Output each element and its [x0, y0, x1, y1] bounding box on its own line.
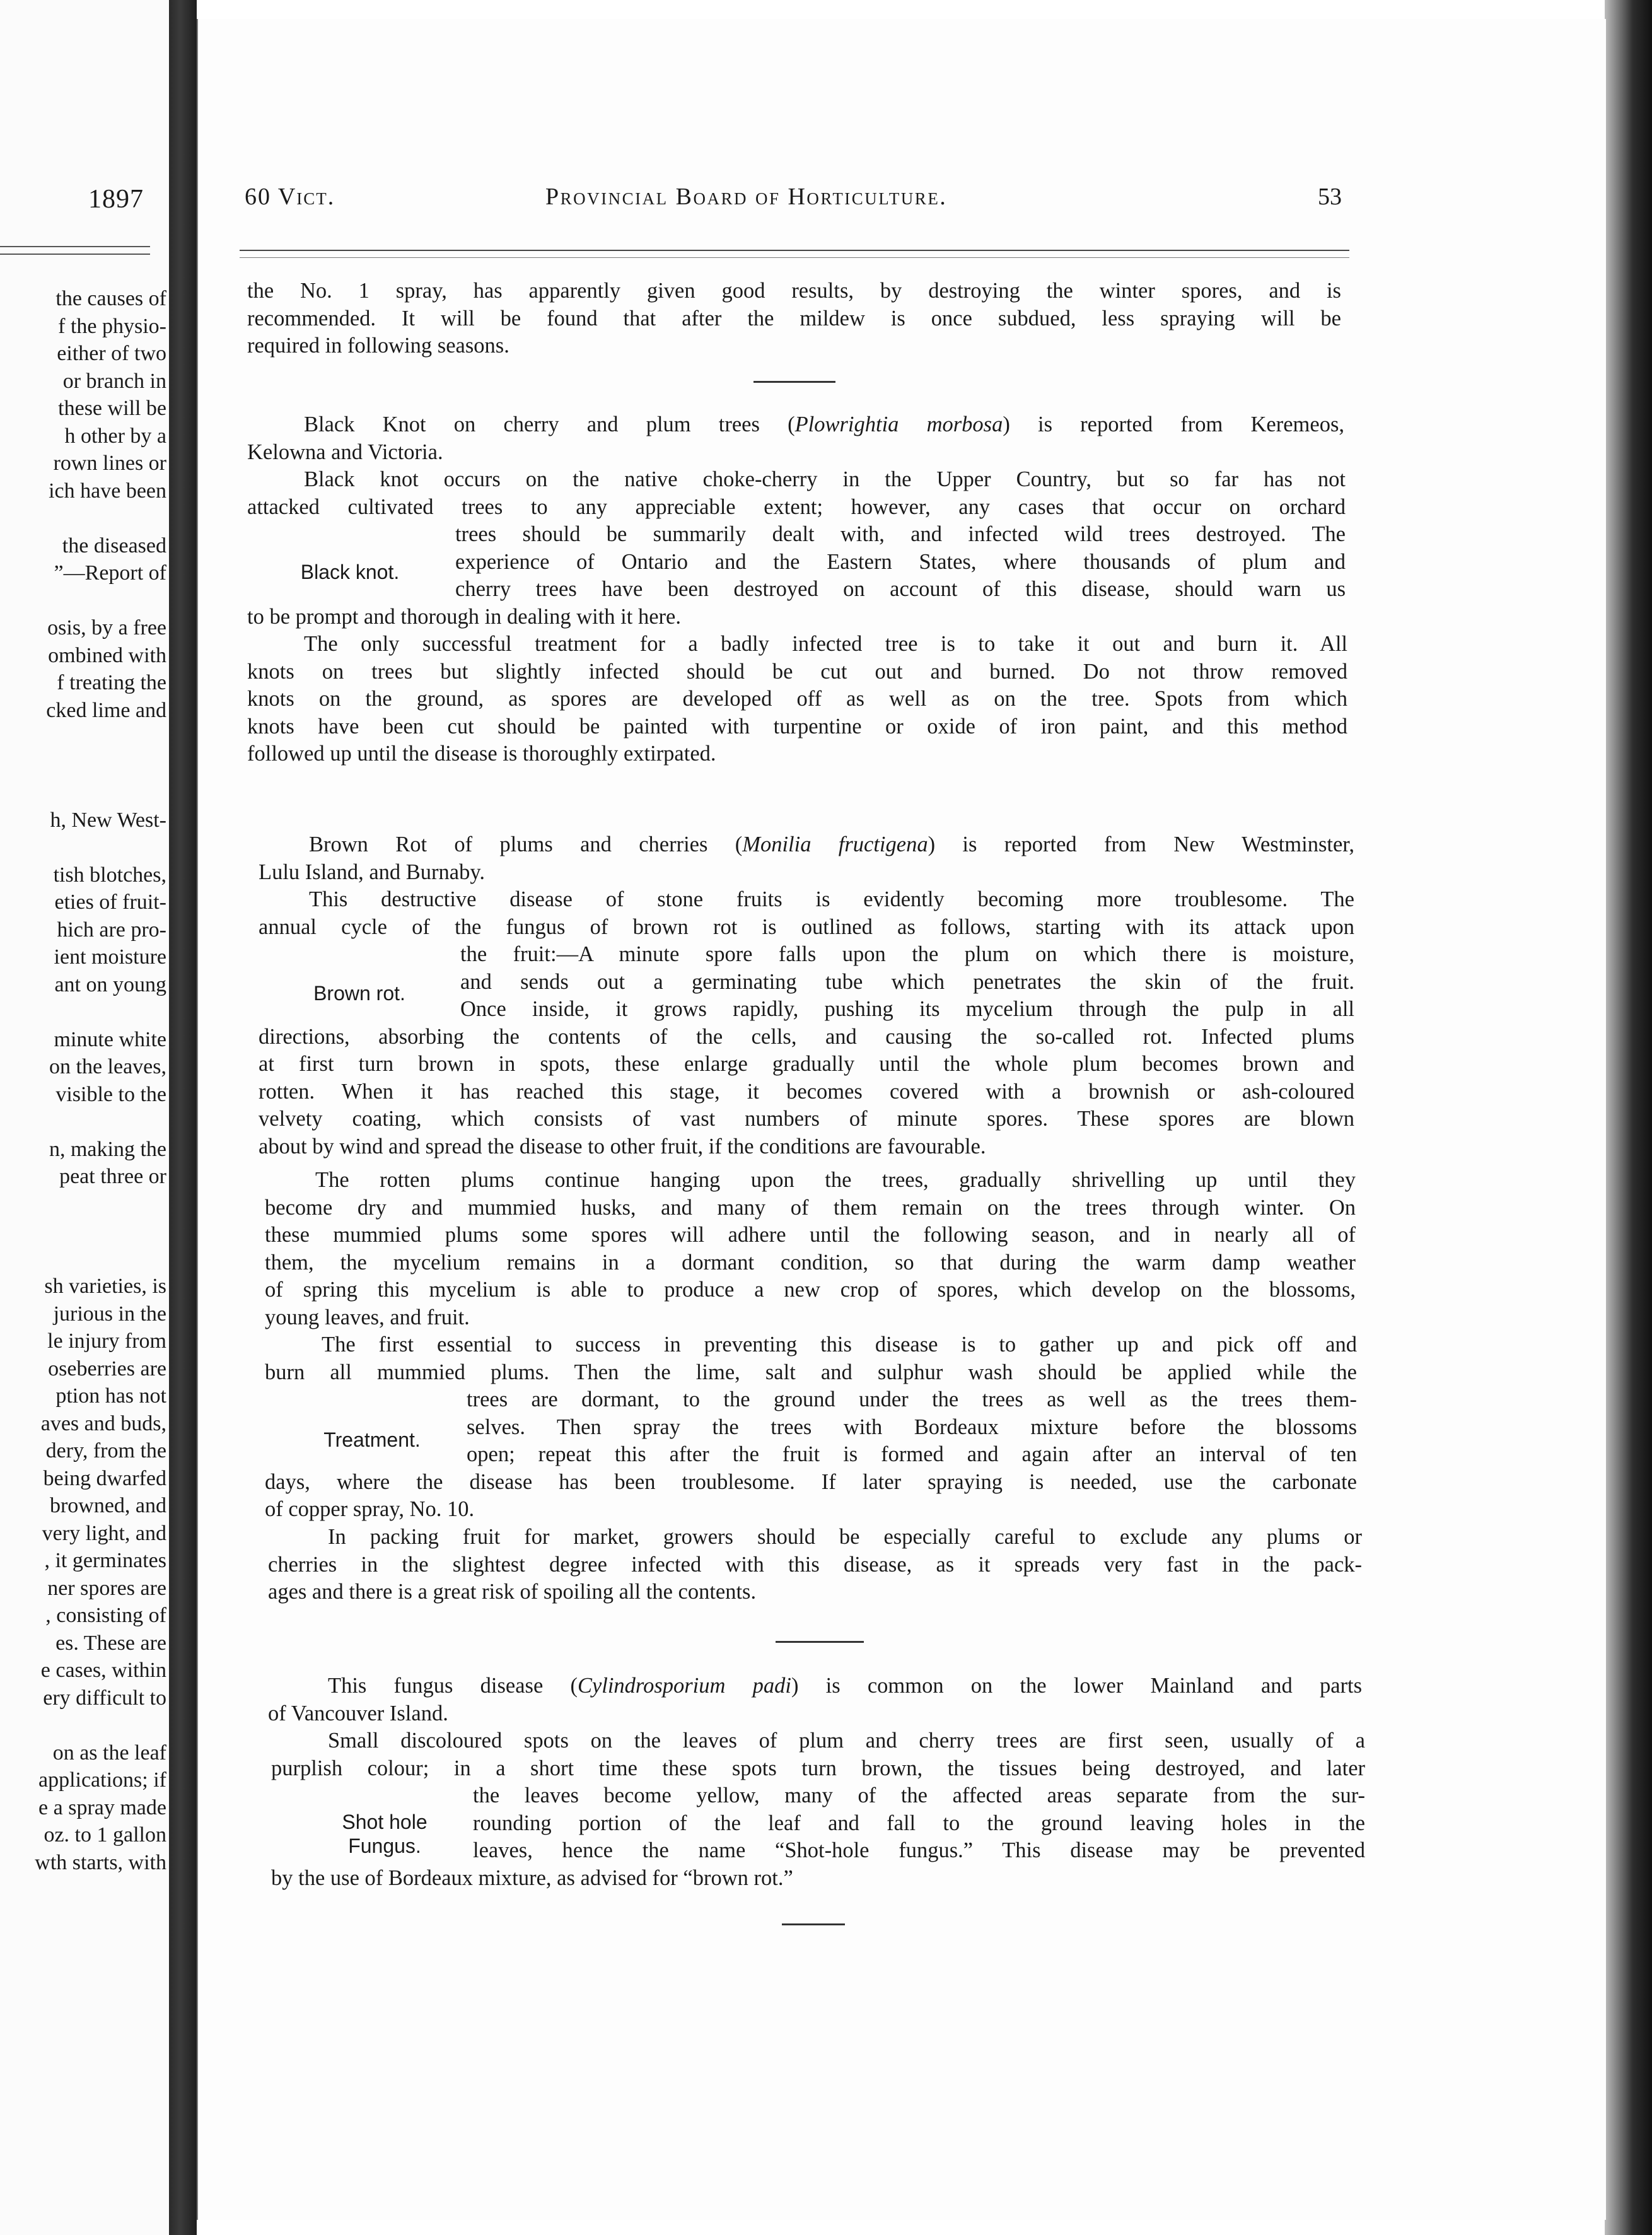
- text-line: attacked cultivated trees to any appreciable extent; however, any cases that occur on orchard: [247, 494, 1346, 519]
- facing-page-line: ner spores are: [47, 1576, 166, 1600]
- facing-page-line: osis, by a free: [47, 616, 166, 639]
- facing-page-line: jurious in the: [53, 1302, 166, 1326]
- text-line: Small discoloured spots on the leaves of plum and cherry trees are first seen, usually of a: [328, 1729, 1365, 1753]
- text-line: burn all mummied plums. Then the lime, salt and sulphur wash should be applied while the: [265, 1360, 1357, 1384]
- facing-page-line: ery difficult to: [43, 1686, 166, 1710]
- facing-page-line: [0, 1246, 166, 1273]
- facing-page-line: sh varieties, is: [44, 1275, 166, 1298]
- margin-note-brown-rot: Brown rot.: [313, 982, 405, 1005]
- text-line: the fruit:—A minute spore falls upon the plum on which there is moisture,: [460, 942, 1354, 966]
- facing-page-line: peat three or: [59, 1165, 166, 1188]
- text-line: followed up until the disease is thoroughly extirpated.: [247, 742, 716, 766]
- facing-page-line: eties of fruit-: [54, 890, 166, 914]
- text-line: annual cycle of the fungus of brown rot is outlined as follows, starting with its attack upon: [259, 914, 1354, 939]
- facing-page-line: or branch in: [62, 369, 166, 393]
- text-line: trees should be summarily dealt with, and infected wild trees destroyed. The: [455, 522, 1346, 546]
- header-rule: [240, 250, 1349, 251]
- facing-page-line: ombined with: [48, 643, 166, 667]
- facing-page-line: cked lime and: [46, 698, 166, 722]
- facing-page-line: f the physio-: [58, 314, 166, 338]
- facing-page-line: , it germinates: [44, 1549, 166, 1572]
- facing-page-line: [0, 1108, 166, 1136]
- text-line: the No. 1 spray, has apparently given good results, by destroying the winter spores, and is: [247, 279, 1341, 303]
- black-knot-paragraph-3: [247, 631, 1347, 768]
- text-line: In packing fruit for market, growers should be especially careful to exclude any plums or: [328, 1525, 1362, 1549]
- book-gutter: [169, 0, 197, 2235]
- text-line: velvety coating, which consists of vast numbers of minute spores. These spores are blown: [259, 1107, 1354, 1131]
- margin-note-shot-hole: [309, 1810, 460, 1858]
- facing-page-line: ich have been: [49, 479, 166, 503]
- facing-page-line: being dwarfed: [43, 1466, 166, 1490]
- facing-page-line: [0, 752, 166, 779]
- text-line: selves. Then spray the trees with Bordeaux mixture before the blossoms: [467, 1415, 1357, 1439]
- facing-page-line: oz. to 1 gallon: [44, 1823, 166, 1847]
- facing-page-line: wth starts, with: [35, 1850, 166, 1874]
- shot-hole-paragraph-1: This fungus disease (Cylindrosporium padi) is common on the lower Mainland and parts of Vancouver Island.: [268, 1674, 1362, 1725]
- margin-note-line: Fungus.: [348, 1835, 421, 1857]
- brown-rot-paragraph-3: [265, 1167, 1356, 1331]
- facing-page-line: on as the leaf: [52, 1741, 166, 1765]
- facing-page-line: h, New West-: [50, 808, 166, 832]
- text-line: about by wind and spread the disease to other fruit, if the conditions are favourable.: [259, 1134, 986, 1158]
- text-line: required in following seasons.: [247, 334, 509, 358]
- text-line: to be prompt and thorough in dealing with it here.: [247, 604, 681, 629]
- facing-page-line: tish blotches,: [53, 863, 166, 887]
- facing-page-line: browned, and: [49, 1494, 166, 1517]
- facing-page-line: ient moisture: [54, 945, 166, 969]
- text-line: Once inside, it grows rapidly, pushing its mycelium through the pulp in all: [460, 997, 1354, 1021]
- facing-page-line: applications; if: [38, 1768, 166, 1792]
- text-line: young leaves, and fruit.: [265, 1305, 470, 1329]
- facing-page-line: [0, 724, 166, 752]
- facing-page-rule: [0, 246, 150, 247]
- facing-page-line: f treating the: [57, 671, 166, 694]
- facing-page-line: le injury from: [47, 1329, 166, 1353]
- facing-page-line: [0, 587, 166, 615]
- text-line: The first essential to success in preventing this disease is to gather up and pick off and: [322, 1333, 1357, 1357]
- facing-page-line: [0, 998, 166, 1026]
- facing-page-line: n, making the: [49, 1137, 166, 1161]
- text-line: rotten. When it has reached this stage, it becomes covered with a brownish or ash-coloured: [259, 1079, 1354, 1104]
- facing-page-line: , consisting of: [45, 1604, 166, 1627]
- facing-page-year: 1897: [88, 185, 144, 214]
- text-line: The rotten plums continue hanging upon the trees, gradually shrivelling up until they: [315, 1168, 1356, 1192]
- text-line: the leaves become yellow, many of the affected areas separate from the sur-: [473, 1783, 1365, 1807]
- text-line: them, the mycelium remains in a dormant condition, so that during the warm damp weather: [265, 1250, 1356, 1275]
- page-edge: [1605, 0, 1652, 2235]
- text-line: knots on trees but slightly infected should be cut out and burned. Do not throw removed: [247, 659, 1347, 684]
- text-line: cherry trees have been destroyed on account of this disease, should warn us: [455, 577, 1346, 601]
- facing-page-line: e cases, within: [40, 1659, 166, 1682]
- text-line: recommended. It will be found that after the mildew is once subdued, less spraying will be: [247, 306, 1341, 330]
- text-line: become dry and mummied husks, and many of them remain on the trees through winter. On: [265, 1195, 1356, 1220]
- text-line: This destructive disease of stone fruits is evidently becoming more troublesome. The: [309, 887, 1354, 911]
- text-line: cherries in the slightest degree infected with this disease, as it spreads very fast in the pack-: [268, 1552, 1362, 1577]
- facing-page-line: the causes of: [55, 287, 166, 310]
- section-separator: [753, 381, 835, 383]
- facing-page-line: oseberries are: [48, 1357, 166, 1380]
- section-separator: [776, 1641, 864, 1643]
- facing-page-line: ption has not: [55, 1384, 166, 1408]
- text-line: days, where the disease has been troublesome. If later spraying is needed, use the carbonate: [265, 1469, 1357, 1494]
- facing-page-line: aves and buds,: [40, 1411, 166, 1435]
- facing-page-line: [0, 1218, 166, 1246]
- black-knot-paragraph-2: [247, 466, 1346, 631]
- text-line: leaves, hence the name “Shot-hole fungus.” This disease may be prevented: [473, 1838, 1365, 1862]
- margin-note-black-knot: Black knot.: [300, 561, 400, 583]
- page-number: 53: [1318, 184, 1342, 210]
- facing-page-line: e a spray made: [38, 1795, 166, 1819]
- text-line: The only successful treatment for a badly infected tree is to take it out and burn it. All: [304, 632, 1347, 656]
- facing-page-line: [0, 505, 166, 532]
- facing-page-line: the diseased: [62, 534, 166, 557]
- facing-page-line: rown lines or: [53, 452, 166, 475]
- text-line: of spring this mycelium is able to produce a new crop of spores, which develop on the blossoms,: [265, 1278, 1356, 1302]
- treatment-paragraph-2: [268, 1524, 1362, 1606]
- facing-page-line: on the leaves,: [49, 1055, 166, 1078]
- text-line: of copper spray, No. 10.: [265, 1497, 475, 1521]
- text-line: Black knot occurs on the native choke-cherry in the Upper Country, but so far has not: [304, 467, 1346, 491]
- text-line: purplish colour; in a short time these spots turn brown, the tissues being destroyed, and later: [271, 1756, 1365, 1780]
- facing-page-line: visible to the: [55, 1082, 166, 1106]
- running-title: Provincial Board of Horticulture.: [545, 184, 948, 210]
- header-rule: [240, 257, 1349, 258]
- text-line: and sends out a germinating tube which penetrates the skin of the fruit.: [460, 969, 1354, 994]
- text-line: open; repeat this after the fruit is formed and again after an interval of ten: [467, 1442, 1357, 1466]
- facing-page-line: es. These are: [55, 1631, 166, 1655]
- text-line: trees are dormant, to the ground under the trees as well as the trees them-: [467, 1387, 1357, 1411]
- text-line: directions, absorbing the contents of the cells, and causing the so-called rot. Infected plums: [259, 1024, 1354, 1049]
- text-line: ages and there is a great risk of spoiling all the contents.: [268, 1580, 757, 1604]
- facing-page: [0, 0, 169, 2235]
- header-regnal-year: 60 Vict.: [245, 184, 335, 210]
- species-name: Plowrightia morbosa: [794, 412, 1003, 436]
- facing-page-text: [0, 285, 166, 1876]
- brown-rot-paragraph-2: [259, 886, 1354, 1160]
- facing-page-line: these will be: [58, 397, 166, 420]
- margin-note-treatment: Treatment.: [323, 1428, 421, 1451]
- facing-page-line: either of two: [57, 342, 166, 365]
- margin-note-line: Shot hole: [342, 1811, 428, 1833]
- text-line: at first turn brown in spots, these enlarge gradually until the whole plum becomes brown and: [259, 1052, 1354, 1076]
- section-separator: [782, 1923, 845, 1925]
- species-name: Monilia fructigena: [742, 832, 928, 856]
- facing-page-line: ”—Report of: [54, 561, 166, 585]
- text-line: by the use of Bordeaux mixture, as advised for “brown rot.”: [271, 1865, 793, 1890]
- facing-page-line: [0, 1712, 166, 1739]
- facing-page-line: hich are pro-: [57, 918, 166, 942]
- text-line: knots have been cut should be painted with turpentine or oxide of iron paint, and this method: [247, 714, 1347, 738]
- intro-paragraph: [247, 277, 1341, 360]
- facing-page-rule: [0, 254, 150, 255]
- brown-rot-paragraph-1: Brown Rot of plums and cherries (Monilia fructigena) is reported from New Westminster, Lulu Island, and Burnaby.: [259, 832, 1354, 884]
- facing-page-line: h other by a: [64, 424, 166, 448]
- text-line: rounding portion of the leaf and fall to the ground leaving holes in the: [473, 1811, 1365, 1835]
- text-line: experience of Ontario and the Eastern States, where thousands of plum and: [455, 549, 1346, 574]
- species-name: Cylindrosporium padi: [577, 1674, 791, 1698]
- facing-page-line: [0, 779, 166, 807]
- text-line: knots on the ground, as spores are developed off as well as on the tree. Spots from which: [247, 687, 1347, 711]
- facing-page-line: [0, 834, 166, 861]
- facing-page-line: ant on young: [54, 972, 166, 996]
- text-line: these mummied plums some spores will adhere until the following season, and in nearly all of: [265, 1223, 1356, 1247]
- facing-page-line: dery, from the: [45, 1439, 166, 1462]
- facing-page-line: minute white: [54, 1027, 166, 1051]
- facing-page-line: [0, 1191, 166, 1218]
- black-knot-paragraph-1: Black Knot on cherry and plum trees (Plowrightia morbosa) is reported from Keremeos, Kelowna and Victoria.: [247, 412, 1344, 464]
- facing-page-line: very light, and: [42, 1521, 166, 1545]
